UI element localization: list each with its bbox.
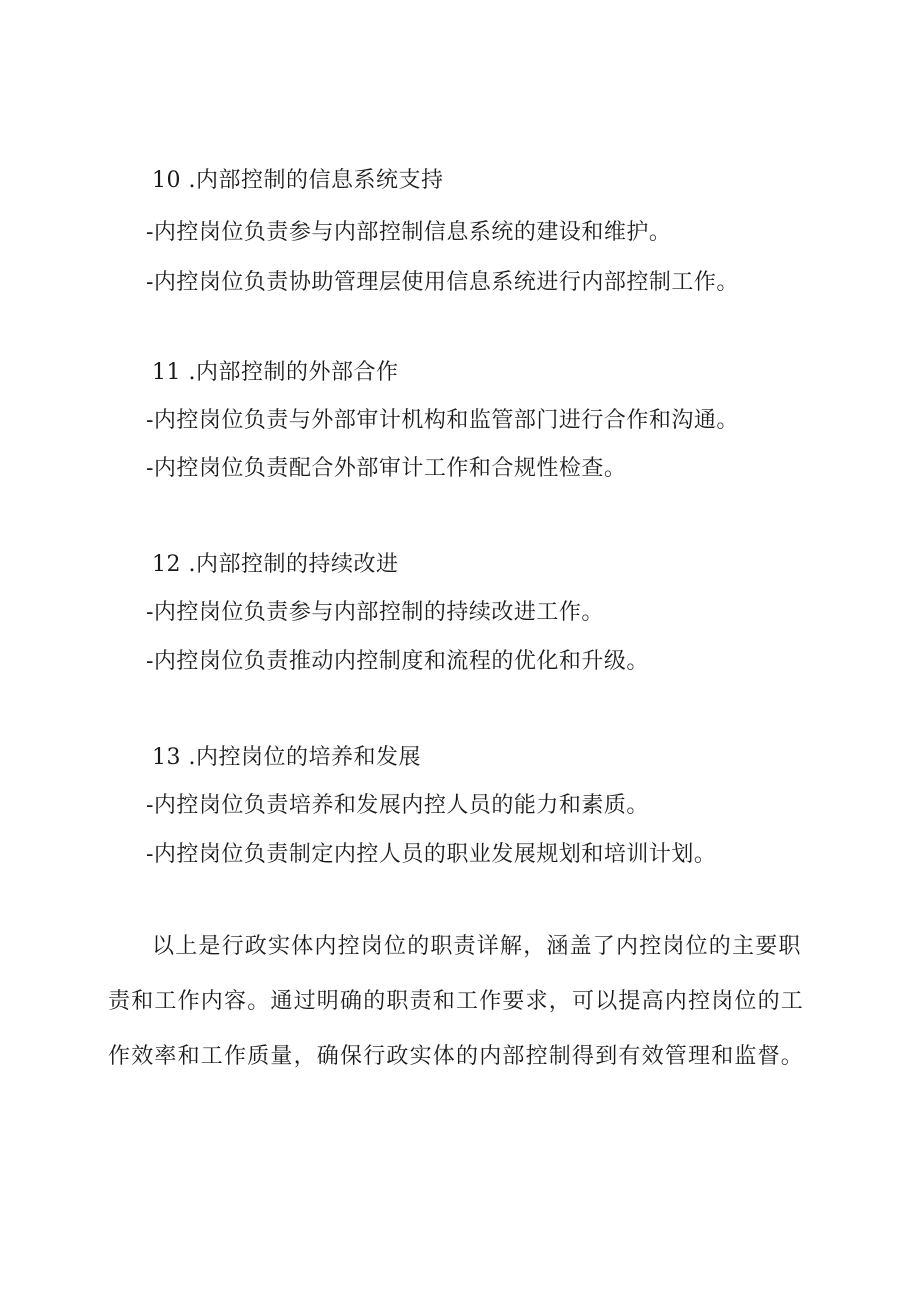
summary-line: 责和工作内容。通过明确的职责和工作要求，可以提高内控岗位的工	[108, 989, 805, 1014]
section-heading: 10 .内部控制的信息系统支持	[152, 168, 444, 193]
list-item: -内控岗位负责参与内部控制信息系统的建设和维护。	[146, 220, 672, 245]
list-item: -内控岗位负责协助管理层使用信息系统进行内部控制工作。	[146, 270, 739, 295]
section-heading: 12 .内部控制的持续改进	[152, 552, 399, 577]
list-item: -内控岗位负责与外部审计机构和监管部门进行合作和沟通。	[146, 408, 739, 433]
section-heading: 11 .内部控制的外部合作	[152, 360, 399, 385]
list-item: -内控岗位负责参与内部控制的持续改进工作。	[146, 600, 604, 625]
section-heading: 13 .内控岗位的培养和发展	[152, 745, 421, 770]
list-item: -内控岗位负责培养和发展内控人员的能力和素质。	[146, 793, 649, 818]
summary-line: 以上是行政实体内控岗位的职责详解，涵盖了内控岗位的主要职	[152, 934, 802, 959]
list-item: -内控岗位负责制定内控人员的职业发展规划和培训计划。	[146, 842, 717, 867]
summary-line: 作效率和工作质量，确保行政实体的内部控制得到有效管理和监督。	[108, 1044, 805, 1069]
list-item: -内控岗位负责配合外部审计工作和合规性检查。	[146, 456, 627, 481]
list-item: -内控岗位负责推动内控制度和流程的优化和升级。	[146, 649, 649, 674]
